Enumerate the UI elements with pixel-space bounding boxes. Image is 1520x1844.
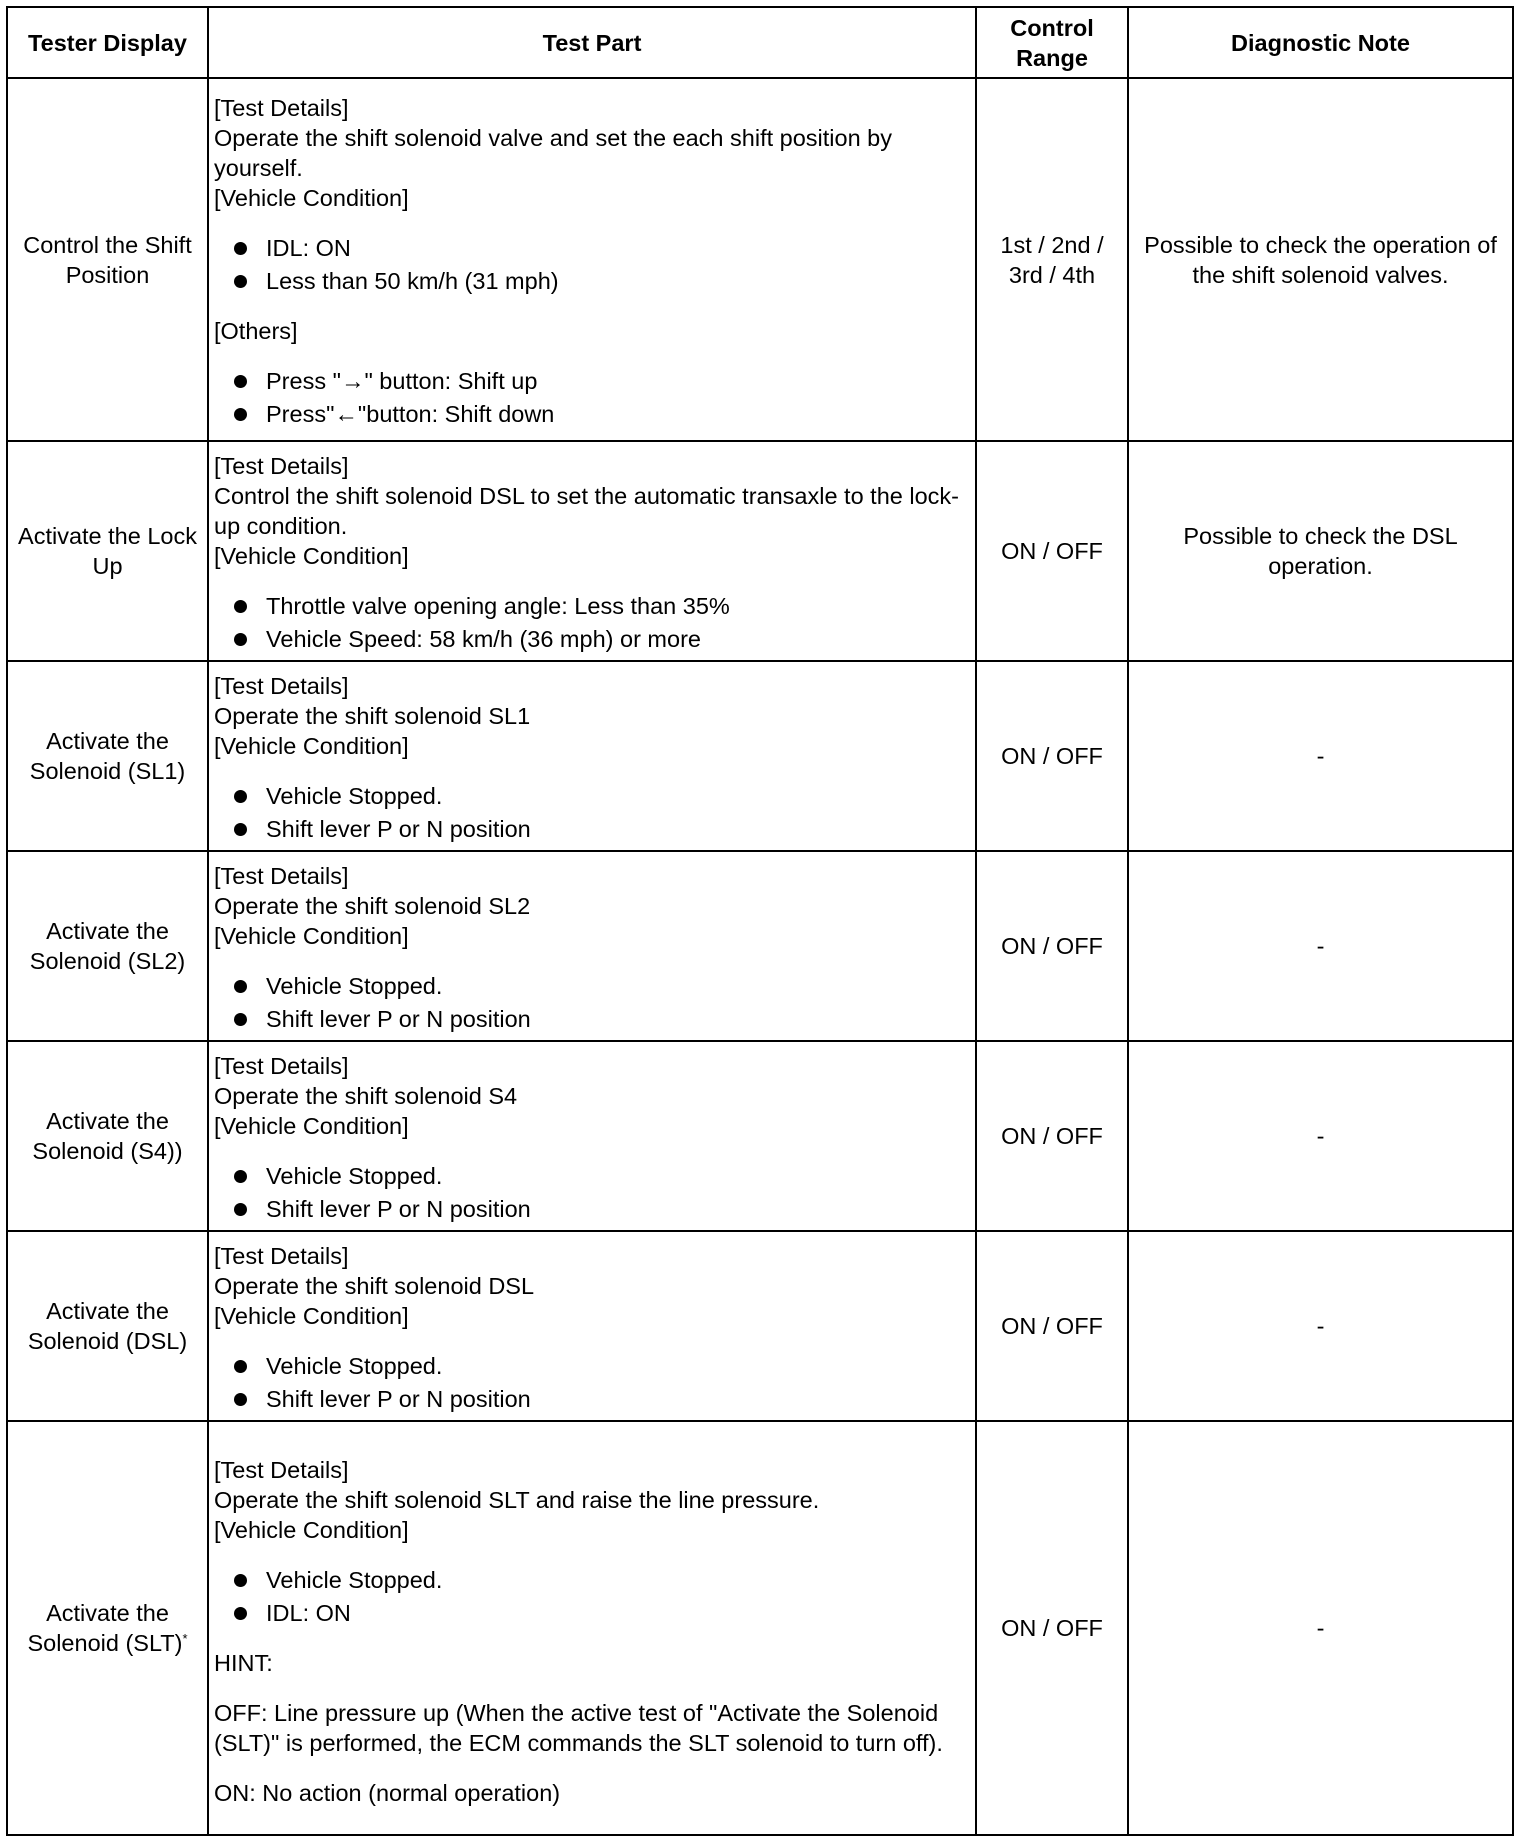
condition-text: Shift lever P or N position [266, 816, 531, 842]
list-item [232, 1384, 967, 1414]
list-item [232, 399, 967, 429]
tester-display-cell: Activate the Lock Up [7, 441, 208, 661]
diagnostic-note-cell: Possible to check the DSL operation. [1128, 441, 1513, 661]
test-details-text: Control the shift solenoid DSL to set the automatic transaxle to the lock-up condition. [214, 483, 959, 539]
vehicle-condition-label: [Vehicle Condition] [214, 1303, 409, 1329]
bullet-icon [234, 980, 247, 993]
test-part-cell [208, 1421, 976, 1835]
bullet-icon [234, 1013, 247, 1026]
condition-text: Vehicle Stopped. [266, 1163, 443, 1189]
tester-display-cell: Control the Shift Position [7, 78, 208, 441]
test-details-text: Operate the shift solenoid SL2 [214, 893, 531, 919]
tester-display-line1: Activate the [46, 1600, 169, 1626]
bullet-icon [234, 633, 247, 646]
vehicle-condition-label: [Vehicle Condition] [214, 543, 409, 569]
diagnostic-note-cell: - [1128, 1421, 1513, 1835]
test-part-cell [208, 1231, 976, 1421]
bullet-icon [234, 1203, 247, 1216]
footnote-mark: * [182, 1631, 188, 1646]
condition-text: Vehicle Speed: 58 km/h (36 mph) or more [266, 626, 701, 652]
condition-list [214, 1351, 967, 1414]
condition-list [214, 1565, 967, 1628]
list-item [232, 266, 967, 296]
condition-list [214, 1161, 967, 1224]
list-item [232, 1351, 967, 1381]
others-text: Press "→" button: Shift up [266, 368, 538, 394]
bullet-icon [234, 275, 247, 288]
test-details-text: Operate the shift solenoid valve and set the each shift position by yourself. [214, 125, 893, 181]
tester-display-line2: Solenoid (SLT) [27, 1630, 183, 1656]
test-details-label: [Test Details] [214, 453, 349, 479]
condition-text: Throttle valve opening angle: Less than 35% [266, 593, 730, 619]
others-label: [Others] [214, 318, 298, 344]
tester-display-cell: Activate the Solenoid (SL2) [7, 851, 208, 1041]
control-range-cell: ON / OFF [976, 1231, 1128, 1421]
others-list [214, 366, 967, 429]
condition-text: Less than 50 km/h (31 mph) [266, 268, 559, 294]
test-details-label: [Test Details] [214, 863, 349, 889]
test-part-cell [208, 441, 976, 661]
table-row [7, 441, 1513, 661]
condition-text: Shift lever P or N position [266, 1386, 531, 1412]
table-row [7, 661, 1513, 851]
list-item [232, 1194, 967, 1224]
bullet-icon [234, 375, 247, 388]
test-details-text: Operate the shift solenoid SL1 [214, 703, 531, 729]
condition-text: Shift lever P or N position [266, 1196, 531, 1222]
list-item [232, 366, 967, 396]
header-control-range: Control Range [976, 7, 1128, 78]
control-range-cell: 1st / 2nd / 3rd / 4th [976, 78, 1128, 441]
list-item [232, 591, 967, 621]
bullet-icon [234, 408, 247, 421]
hint-off-text: OFF: Line pressure up (When the active test of "Activate the Solenoid (SLT)" is performed, the ECM commands the SLT solenoid to turn off). [214, 1699, 943, 1756]
tester-display-cell: Activate the Solenoid (DSL) [7, 1231, 208, 1421]
control-range-cell: ON / OFF [976, 851, 1128, 1041]
control-range-cell: ON / OFF [976, 661, 1128, 851]
vehicle-condition-label: [Vehicle Condition] [214, 733, 409, 759]
table-row [7, 1231, 1513, 1421]
test-details-label: [Test Details] [214, 1456, 349, 1483]
table-row [7, 1421, 1513, 1835]
header-test-part: Test Part [208, 7, 976, 78]
bullet-icon [234, 1607, 247, 1620]
bullet-icon [234, 600, 247, 613]
condition-list [214, 591, 967, 654]
tester-display-cell: Activate the Solenoid (S4)) [7, 1041, 208, 1231]
header-tester-display: Tester Display [7, 7, 208, 78]
list-item [232, 624, 967, 654]
bullet-icon [234, 1393, 247, 1406]
condition-text: Vehicle Stopped. [266, 783, 443, 809]
test-details-label: [Test Details] [214, 1053, 349, 1079]
list-item [232, 233, 967, 263]
tester-display-cell [7, 1421, 208, 1835]
others-text: Press"←"button: Shift down [266, 401, 555, 427]
condition-list [214, 233, 967, 296]
condition-text: Vehicle Stopped. [266, 1353, 443, 1379]
test-details-text: Operate the shift solenoid DSL [214, 1273, 535, 1299]
diagnostic-note-cell: - [1128, 661, 1513, 851]
list-item [232, 781, 967, 811]
test-details-label: [Test Details] [214, 1243, 349, 1269]
bullet-icon [234, 823, 247, 836]
diagnostic-note-cell: - [1128, 851, 1513, 1041]
header-row [7, 7, 1513, 78]
test-part-cell [208, 851, 976, 1041]
test-part-cell [208, 78, 976, 441]
table-row [7, 78, 1513, 441]
condition-text: Shift lever P or N position [266, 1006, 531, 1032]
condition-list [214, 971, 967, 1034]
test-part-cell [208, 1041, 976, 1231]
test-part-cell [208, 661, 976, 851]
diagnostic-note-cell: - [1128, 1231, 1513, 1421]
bullet-icon [234, 242, 247, 255]
condition-text: Vehicle Stopped. [266, 1566, 443, 1593]
table-row [7, 1041, 1513, 1231]
vehicle-condition-label: [Vehicle Condition] [214, 1516, 409, 1543]
test-details-label: [Test Details] [214, 95, 349, 121]
condition-text: IDL: ON [266, 235, 351, 261]
list-item [232, 1565, 967, 1595]
list-item [232, 971, 967, 1001]
test-details-label: [Test Details] [214, 673, 349, 699]
diagnostic-note-cell: Possible to check the operation of the shift solenoid valves. [1128, 78, 1513, 441]
active-test-table [6, 6, 1514, 1836]
bullet-icon [234, 1360, 247, 1373]
vehicle-condition-label: [Vehicle Condition] [214, 1113, 409, 1139]
hint-label: HINT: [214, 1649, 273, 1676]
condition-list [214, 781, 967, 844]
list-item [232, 1598, 967, 1628]
list-item [232, 1004, 967, 1034]
bullet-icon [234, 1574, 247, 1587]
condition-text: Vehicle Stopped. [266, 973, 443, 999]
bullet-icon [234, 1170, 247, 1183]
tester-display-cell: Activate the Solenoid (SL1) [7, 661, 208, 851]
bullet-icon [234, 790, 247, 803]
diagnostic-note-cell: - [1128, 1041, 1513, 1231]
header-diagnostic-note: Diagnostic Note [1128, 7, 1513, 78]
control-range-cell: ON / OFF [976, 1421, 1128, 1835]
test-details-text: Operate the shift solenoid SLT and raise the line pressure. [214, 1486, 820, 1513]
table-row [7, 851, 1513, 1041]
control-range-cell: ON / OFF [976, 441, 1128, 661]
list-item [232, 1161, 967, 1191]
list-item [232, 814, 967, 844]
condition-text: IDL: ON [266, 1599, 351, 1626]
hint-on-text: ON: No action (normal operation) [214, 1779, 561, 1806]
test-details-text: Operate the shift solenoid S4 [214, 1083, 518, 1109]
control-range-cell: ON / OFF [976, 1041, 1128, 1231]
vehicle-condition-label: [Vehicle Condition] [214, 185, 409, 211]
vehicle-condition-label: [Vehicle Condition] [214, 923, 409, 949]
